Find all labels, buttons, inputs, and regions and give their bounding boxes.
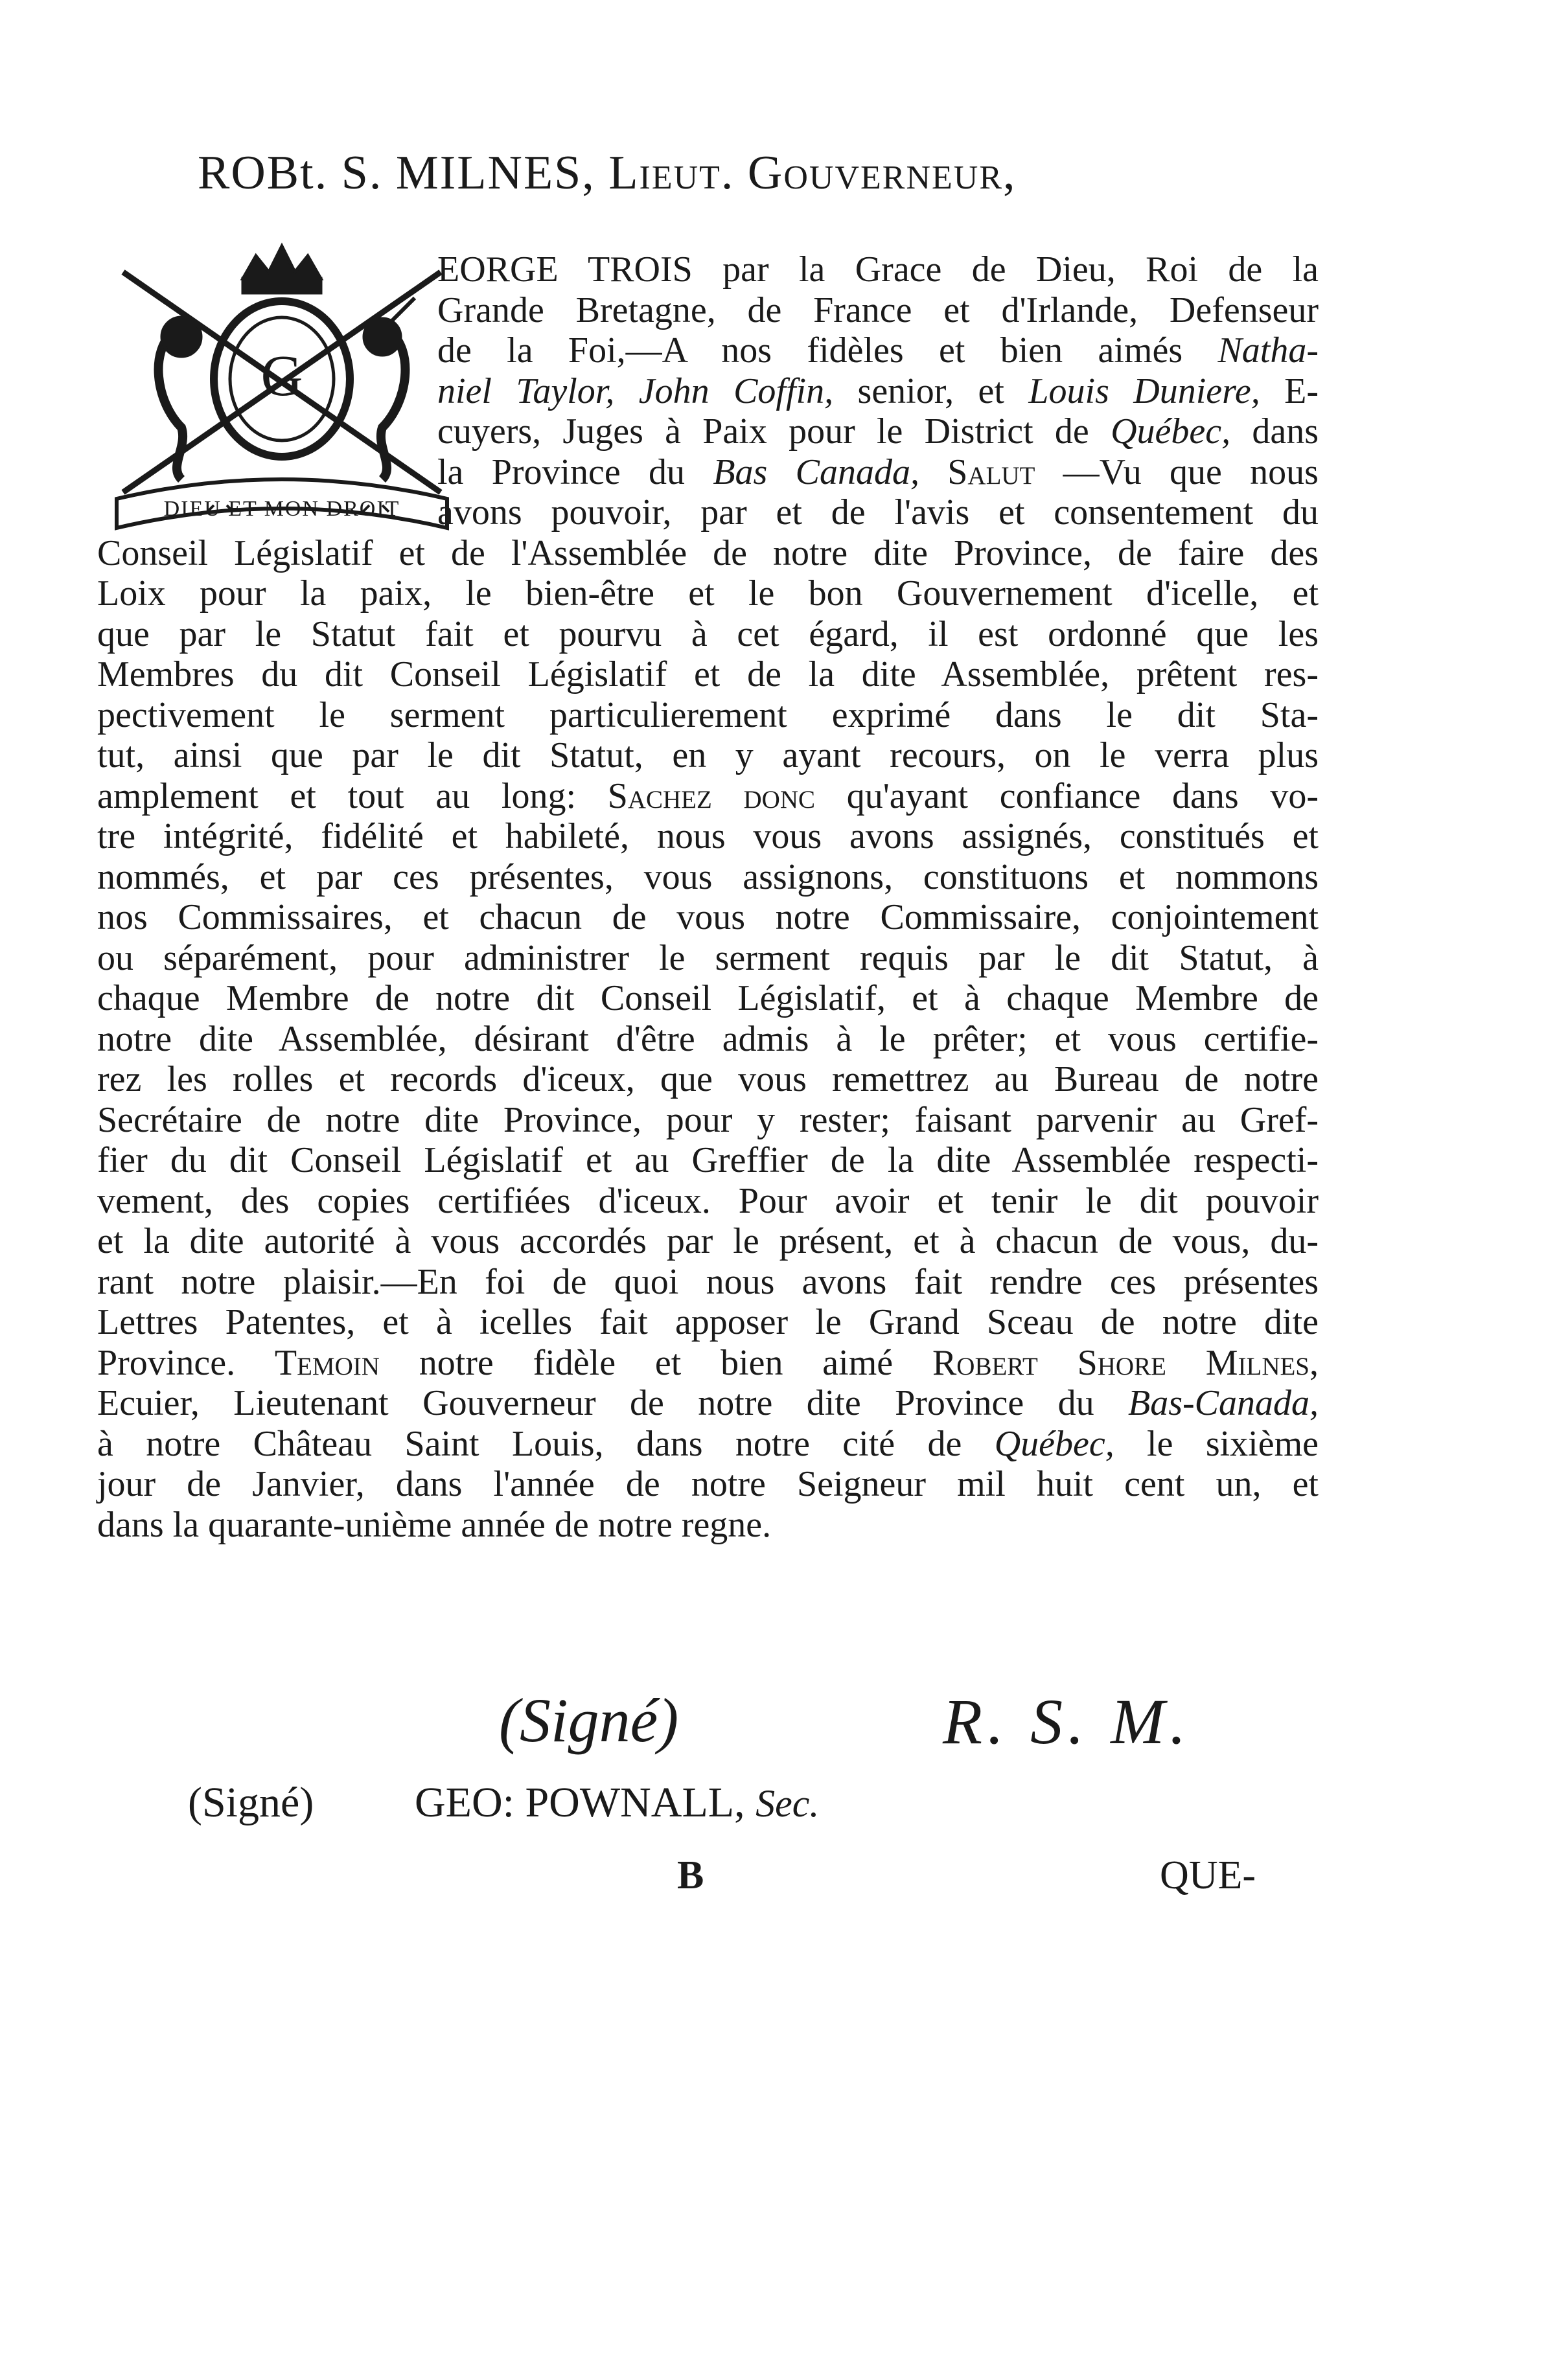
text-segment: de la Foi,—A nos fidèles et bien aimés <box>437 330 1218 371</box>
text-line <box>97 978 1319 1019</box>
text-segment: Temoin <box>274 1342 380 1383</box>
text-segment: la Province du <box>437 452 713 492</box>
text-segment: Québec, <box>1111 411 1231 452</box>
text-line <box>97 1343 1319 1384</box>
text-segment: Sachez donc <box>607 775 816 816</box>
text-line <box>97 735 1319 776</box>
text-line <box>97 492 1319 533</box>
text-line <box>97 1181 1319 1222</box>
text-line <box>97 452 1319 493</box>
text-line <box>97 897 1319 938</box>
text-line <box>97 1505 1319 1546</box>
text-segment: Secrétaire de notre dite Province, pour y rester; faisant parvenir au Gref- <box>97 1099 1319 1140</box>
text-segment: pectivement le serment particulierement exprimé dans le dit Sta- <box>97 694 1319 735</box>
secretary-title: Sec. <box>755 1782 820 1825</box>
signed-label: (Signé) <box>188 1779 314 1826</box>
text-segment: Robert Shore Milnes, <box>932 1342 1319 1383</box>
text-segment: rez les rolles et records d'iceux, que vous remettrez au Bureau de notre <box>97 1059 1319 1099</box>
proclamation-body <box>97 249 1319 1545</box>
text-segment: rant notre plaisir.—En foi de quoi nous avons fait rendre ces présentes <box>97 1261 1319 1302</box>
text-line <box>97 614 1319 655</box>
text-segment: notre fidèle et bien aimé <box>379 1342 932 1383</box>
text-line <box>97 1464 1319 1505</box>
signature-mark: B <box>677 1853 704 1897</box>
secretary-signature <box>415 1778 819 1827</box>
text-segment: Loix pour la paix, le bien-être et le bon Gouvernement d'icelle, et <box>97 573 1319 613</box>
text-segment: Québec, <box>994 1423 1114 1464</box>
text-segment: Grande Bretagne, de France et d'Irlande, Defenseur <box>437 290 1319 330</box>
catchword: QUE- <box>1160 1853 1256 1897</box>
text-line <box>97 1059 1319 1100</box>
text-segment: Lettres Patentes, et à icelles fait apposer le Grand Sceau de notre dite <box>97 1302 1319 1342</box>
text-line <box>97 695 1319 736</box>
text-segment: et la dite autorité à vous accordés par le présent, et à chacun de vous, du- <box>97 1221 1319 1261</box>
text-segment: EORGE TROIS par la Grace de Dieu, Roi de la <box>437 249 1319 290</box>
text-segment: nommés, et par ces présentes, vous assignons, constituons et nommons <box>97 856 1319 897</box>
text-segment: jour de Janvier, dans l'année de notre Seigneur mil huit cent un, et <box>97 1464 1319 1504</box>
text-segment: qu'ayant confiance dans vo- <box>815 775 1319 816</box>
text-line <box>97 330 1319 371</box>
text-segment: fier du dit Conseil Législatif et au Greffier de la dite Assemblée respecti- <box>97 1140 1319 1180</box>
text-line <box>97 1100 1319 1141</box>
text-segment: —Vu que nous <box>1035 452 1319 492</box>
text-segment: Province. <box>97 1342 275 1383</box>
text-line <box>97 857 1319 898</box>
text-segment: E- <box>1260 371 1319 411</box>
text-segment: Louis Duniere, <box>1028 371 1260 411</box>
governor-title-lieut: Lieut. <box>608 146 735 200</box>
crest-motto: DIEU ET MON DROIT <box>163 497 400 521</box>
text-line <box>97 654 1319 695</box>
text-segment: chaque Membre de notre dit Conseil Législatif, et à chaque Membre de <box>97 978 1319 1018</box>
text-segment: dans <box>1230 411 1319 452</box>
text-segment: Natha- <box>1217 330 1319 371</box>
text-segment: Bas Canada, <box>713 452 919 492</box>
drop-cap-letter: G <box>260 344 303 408</box>
text-segment: Ecuier, Lieutenant Gouverneur de notre dite Province du <box>97 1383 1128 1423</box>
proclamation-header <box>198 146 1364 201</box>
governor-title: Gouverneur, <box>747 146 1017 200</box>
signed-label-italic: (Signé) <box>499 1686 679 1755</box>
text-line <box>97 1424 1319 1465</box>
text-line <box>97 938 1319 979</box>
text-segment: notre dite Assemblée, désirant d'être admis à le prêter; et vous certifie- <box>97 1018 1319 1059</box>
text-line <box>97 1302 1319 1343</box>
text-segment: tut, ainsi que par le dit Statut, en y ayant recours, on le verra plus <box>97 735 1319 775</box>
text-line <box>97 371 1319 412</box>
text-segment: vement, des copies certifiées d'iceux. Pour avoir et tenir le dit pouvoir <box>97 1180 1319 1221</box>
text-segment: avons pouvoir, par et de l'avis et consentement du <box>437 492 1319 532</box>
text-segment: amplement et tout au long: <box>97 775 608 816</box>
text-line <box>97 1140 1319 1181</box>
text-segment: Membres du dit Conseil Législatif et de la dite Assemblée, prêtent res- <box>97 654 1319 694</box>
text-segment: cuyers, Juges à Paix pour le District de <box>437 411 1111 452</box>
text-segment: niel Taylor, John Coffin, <box>437 371 834 411</box>
text-line <box>97 1262 1319 1303</box>
text-segment: nos Commissaires, et chacun de vous notre Commissaire, conjointement <box>97 897 1319 937</box>
text-segment: senior, et <box>833 371 1029 411</box>
text-line <box>97 1221 1319 1262</box>
text-line <box>97 1383 1319 1424</box>
text-line <box>97 1019 1319 1060</box>
text-line <box>97 411 1319 452</box>
text-segment: Bas-Canada, <box>1128 1383 1319 1423</box>
text-segment: Conseil Législatif et de l'Assemblée de notre dite Province, de faire des <box>97 532 1319 573</box>
text-segment: dans la quarante-unième année de notre regne. <box>97 1504 772 1545</box>
text-segment: tre intégrité, fidélité et habileté, nous vous avons assignés, constitués et <box>97 816 1319 856</box>
text-segment: ou séparément, pour administrer le serment requis par le dit Statut, à <box>97 937 1319 978</box>
text-line <box>97 249 1319 290</box>
text-segment: le sixième <box>1114 1423 1319 1464</box>
secretary-name: GEO: POWNALL, <box>415 1779 745 1826</box>
text-line <box>97 533 1319 574</box>
signature-initials: R. S. M. <box>943 1686 1192 1757</box>
text-line <box>97 776 1319 817</box>
text-segment: Salut <box>919 452 1035 492</box>
text-line <box>97 573 1319 614</box>
text-line <box>97 816 1319 857</box>
text-segment: que par le Statut fait et pourvu à cet égard, il est ordonné que les <box>97 613 1319 654</box>
text-segment: à notre Château Saint Louis, dans notre cité de <box>97 1423 995 1464</box>
text-line <box>97 290 1319 331</box>
governor-name: ROBt. S. MILNES, <box>198 146 595 200</box>
